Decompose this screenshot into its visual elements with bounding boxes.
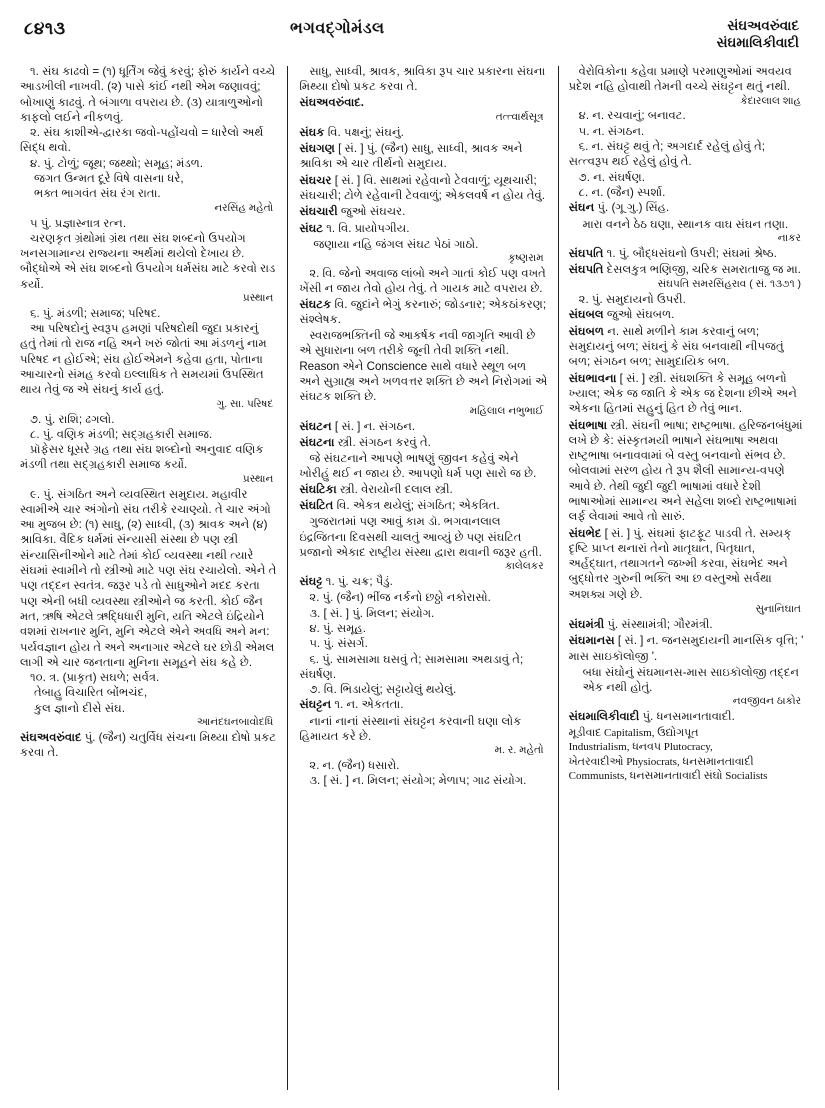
dictionary-entry	[299, 221, 547, 236]
sense-paragraph: ૨. ન. (જૈન) ધસારો.	[309, 759, 400, 773]
entry-headword: સંઘટન	[299, 419, 332, 433]
header-guide-words	[609, 18, 799, 52]
citation-attribution: પ્રસ્થાન	[242, 472, 274, 485]
sense-paragraph: ૧૦. ત્ર. (પ્રાકૃત) સઘળે; સર્વત્ર.	[30, 671, 160, 685]
column-three	[559, 64, 805, 1094]
sense-paragraph: ૭. પું. રાશિ; ઢગલો.	[30, 412, 115, 426]
sense-paragraph: ૩. [ સં. ] પું. મિલન; સંયોગ.	[309, 606, 435, 620]
entry-definition: ૧. પું. ચક્ર; પૈડું.	[322, 575, 393, 589]
entry-headword: સંઘમાનસ	[568, 634, 615, 648]
sense-paragraph: ૮. ન. (જૈન) સ્પર્શા.	[578, 185, 666, 199]
page-header	[20, 18, 805, 64]
entry-headword: સંઘઅવરુંવાદ.	[299, 95, 364, 109]
entry-definition: [ સં. ] પું. સંઘમાં ફાટફૂટ પાડવી તે. સમ્યક્ દૃષ્ટિ પ્રાપ્ત થનારાં તેનો માતૃઘાત, પિતૃઘાત, અર્હદ્ઘાત, તથાગતને જખ્મી કરવા, સંઘભેદ અને બુદ્ધોત્તર ગુરુની ભક્તિ આ છ વસ્તુઓ સર્વથા અશક્ય ગણે છે.	[568, 526, 792, 601]
dictionary-entry	[299, 498, 547, 513]
guide-word-last: સંઘમાલિકીવાદી	[716, 34, 799, 50]
sense-paragraph: ૨. વિ. જેનો અવાજ લાંબો અને ગાતાં કોઈ પણ વખતે ખેંસી ન જાય તેવો હોય તેવું. તે ગાયક માટે વપરાય છે.	[299, 266, 546, 296]
citation-attribution: સંઘપતિ સમરસિંહરાવ ( સં. ૧૩૭૧ )	[657, 278, 801, 291]
citation-attribution: કેદારલાલ શાહ	[740, 94, 801, 107]
entry-definition: [ સં. ] ન. સંગઠન.	[331, 419, 416, 433]
entry-definition: ન. સાથે મળીને કામ કરવાનું બળ; સમુદાયનું બળ; સંઘનું કે સંઘ બનવાથી નીપજતું બળ; સંગઠન બળ; સામુદાયિક બળ.	[568, 324, 784, 369]
column-one	[20, 64, 287, 1094]
dictionary-entry	[299, 173, 547, 204]
entry-headword: સંઘચારી	[299, 205, 338, 219]
running-title: ભગવદ્ગોમંડલ	[290, 20, 385, 37]
entry-headword: સંઘટિકા	[299, 482, 337, 496]
columns-container	[20, 64, 805, 1094]
example-sentence: બધા સંઘોનું સંઘમાનસ-માસ સાઇકૉલોજી તદ્દન એક નથી હોતું.	[582, 665, 799, 695]
entry-definition: [ સં. ] વિ. સાથમાં રહેવાનો ટેવવાળું; યૂથચારી; સંઘચારી; ટોળે રહેવાની ટેવવાળું; એકલવર્ષ ન હોય તેવું.	[299, 173, 546, 202]
citation-attribution: નવજીવન ઠાકોર	[732, 695, 801, 708]
citation-attribution: નરસિંહ મહેતો	[214, 201, 274, 214]
entry-definition: [ સં. ] સ્ત્રી. સંઘશક્તિ કે સમૂહ બળનો ખ્યાલ; એક જ જાતિ કે એક જ દેશના છીએ અને એકના હિતમાં સહુનું હિત છે તેવું ભાન.	[568, 371, 797, 416]
entry-headword: સંઘટ્ટ	[299, 575, 323, 589]
entry-headword: સંઘક	[299, 125, 325, 139]
entry-definition: પું. (જૈન) ચતુર્વિધ સંચના મિથ્યા દોષો પ્રકટ કરવા તે.	[20, 730, 277, 760]
citation-attribution: આનંદઘનબાવોદધિ	[196, 716, 274, 729]
sense-paragraph: ૪. પું. ટોળું; જૂથ; જથ્થો; સમૂહ; મંડળ.	[30, 156, 204, 170]
sense-paragraph: ૪. ન. રચવાનું; બનાવટ.	[578, 109, 686, 123]
entry-headword: સંઘટક	[299, 297, 332, 311]
sense-paragraph: ૬. પું. સામસામા ઘસવું તે; સામસામા અથડાવું તે; સંઘર્ષણ.	[299, 652, 524, 681]
citation-attribution: મ. ર. મહેતો	[494, 744, 544, 757]
dictionary-entry	[569, 324, 805, 370]
sense-paragraph: આ પરિષદોનું સ્વરૂપ હમણાં પરિષદોથી જુદા પ્રકારનું હતું તેમાં તો રાજ નહિ અને ખરું જોતાં આ મંડળનું નામ પરિષદ ન હોઈએ; સંઘ હોઈએમને કહેવા હતા, પોતાના આચારનો સંમહ કરવો ઇલ્લાધિક તે સમયમાં ઉપસ્થિત થાય તેવું જ એ સંઘનું કાર્ય હતું.	[20, 322, 267, 397]
sense-paragraph: પ્રૉફેસર ધૂસરે ગ્રહ તથા સંઘ શબ્દોનો અનુવાદ વણિક મંડળી તથા સદ્ગ્રહકારી સમાજ કર્યો.	[20, 443, 264, 472]
sense-paragraph: નાનાં નાનાં સંસ્થાનાં સંઘટ્ટન કરવાની ઘણા લોક હિમાયત કરે છે.	[299, 714, 522, 744]
citation-attribution: કાલેલકર	[504, 560, 544, 573]
sense-paragraph: ૬. ન. સંઘટ્ટ થવું તે; અગદાર્દ રહેલું હોવું તે; સત્ત્વરૂપ થઈ રહેલું હોવું તે.	[568, 140, 766, 169]
entry-definition: ૧. વિ. પ્રાયોપગીય.	[323, 221, 410, 235]
latin-script-block	[569, 726, 805, 784]
dictionary-entry	[569, 262, 805, 277]
dictionary-entry	[569, 526, 805, 602]
dictionary-entry	[569, 418, 805, 525]
citation-attribution: કૃષ્ણરામ	[508, 252, 544, 265]
dictionary-entry	[299, 125, 547, 140]
dictionary-entry	[299, 419, 547, 434]
sense-paragraph: સાધુ, સાધ્વી, શ્રાવક, શ્રાવિકા રૂપ ચાર પ્રકારના સંઘના મિથ્યા દોષો પ્રકટ કરવા તે.	[299, 65, 546, 94]
example-sentence: મારા વનને ઠેઠ ઘણા, સ્થાનક વાઘ સંઘન તણા.	[582, 217, 789, 231]
dictionary-entry	[569, 709, 805, 724]
dictionary-entry	[20, 730, 277, 761]
sense-paragraph: જે સંઘટનાને આપણે ભાષણું જીવન કહેવું એને ખોરીહું થઈ ન જાય છે. આપણો ધર્મ પણ સારો જ છે.	[299, 452, 537, 481]
dictionary-entry	[299, 697, 547, 712]
entry-headword: સંઘટિત	[299, 499, 334, 512]
latin-line: Industrialism, ધનવપ Plutocracy,	[568, 741, 713, 754]
entry-headword: સંઘન	[568, 201, 595, 215]
guide-word-first: સંઘઅવરુંવાદ	[727, 18, 799, 33]
entry-headword: સંઘટ્ટન	[299, 698, 332, 712]
entry-definition: સ્ત્રી. સંગઠન કરવું તે.	[334, 435, 431, 449]
entry-headword: સંઘબલ	[568, 308, 604, 322]
citation-attribution: સુનાનિઘાત	[755, 603, 801, 616]
entry-definition: સ્ત્રી. સંઘની ભાષા; રાષ્ટ્રભાષા. હરિજનબંધુમાં લખે છે કે: સંસ્કૃતમયી ભાષાને સંઘભાષા અથવા રાષ્ટ્રભાષા બનાવવામાં બે વસ્તુ બનવાનો સંભવ છે. બોલવામાં સરળ હોય તે રૂપ શૈલી સામાન્ય-વપણે આવે છે. તેથી જુદી જુદી ભાષામાં વધારે દેશી ભાષાઓમાં સામાન્ય અને સહેલા શબ્દો રાષ્ટ્રભાષામાં લર્ફ લેવામાં આવે તો સારું.	[568, 418, 803, 524]
sense-paragraph: ૨. પું. (જૈન) ભીંજ નર્કનો છઠ્ઠો નકોરાસો.	[309, 591, 491, 605]
dictionary-entry	[299, 204, 547, 219]
dictionary-entry	[569, 307, 805, 322]
entry-headword: સંઘટના	[299, 435, 335, 449]
example-sentence: જણાયા નહિ જંગલ સંઘટ પેઠાં ગાઠો.	[313, 237, 479, 251]
citation-attribution: પ્રસ્થાન	[242, 292, 274, 305]
sense-paragraph: ૫. પું. સંસર્ગ.	[309, 637, 368, 651]
quotation-line: જગત ઉન્મત દૂરે વિષે વાસના ધરે,	[34, 172, 184, 186]
sense-paragraph: ૨. પું. સમુદાયનો ઉપરી.	[578, 293, 686, 307]
sense-paragraph: ૫ પું. પ્રજ્ઞાસ્નાત્ર રત્ન.	[30, 216, 127, 230]
entry-definition: પું. (ગૂ ગુ.) સિંહ.	[594, 201, 670, 215]
entry-headword: સંઘગણ	[299, 142, 335, 156]
dictionary-entry	[299, 297, 547, 328]
dictionary-entry	[299, 482, 547, 497]
entry-headword: સંઘબળ	[568, 324, 604, 338]
dictionary-entry	[569, 246, 805, 261]
sense-paragraph: ૬. પું. મંડળી; સમાજ; પરિષદ.	[30, 306, 161, 320]
dictionary-entry	[299, 435, 547, 450]
entry-headword: સંઘભાષા	[568, 418, 608, 432]
dictionary-entry	[569, 633, 805, 664]
quotation-line: તેબાહુ વિચારિત બોંભચંદ,	[34, 686, 148, 700]
entry-definition: ૧. પું. બૌદ્ધસંઘનો ઉપરી; સંઘમાં શ્રેષ્ઠ.	[603, 246, 777, 260]
quotation-line: ભક્ત ભાગવંત સંઘ રંગ રાતા.	[34, 187, 161, 201]
entry-definition: વિ. એકત્ર થયેલું; સંગઠિત; એકત્રિત.	[333, 499, 500, 512]
sense-paragraph: ૩. [ સં. ] ન. મિલન; સંયોગ; મેળાપ; ગાઢ સંયોગ.	[309, 774, 527, 788]
quotation-line: કુલ જ્ઞાનો દીસે સંઘ.	[34, 701, 125, 715]
entry-headword: સંઘપતિ	[568, 262, 604, 276]
entry-headword: સંઘભેદ	[568, 526, 602, 540]
entry-definition: ૧. ન. એકતતા.	[331, 698, 404, 712]
sense-paragraph: ગુજરાતમાં પણ આવું કામ ડૉ. ભગવાનલાલ ઇંદ્રજિતના દિવસથી ચાલતું આવ્યું છે પણ સંઘટિત પ્રજાનો એકાદ રાષ્ટ્રીય સંસ્થા દ્વારા થવાની જરૂર હતી.	[299, 515, 542, 559]
entry-definition: [ સં. ] ન. જનસમુદાયની માનસિક વૃત્તિ; ' માસ સાઇકૉલોજી '.	[568, 634, 804, 663]
entry-headword: સંઘઅવરુંવાદ	[20, 730, 82, 744]
sense-paragraph: ૮. પું. વણિક મંડળી; સદ્ગ્રહકારી સમાજ.	[30, 427, 213, 441]
entry-headword: સંઘચર	[299, 173, 332, 187]
sense-paragraph: ૫. ન. સંગઠન.	[578, 124, 645, 138]
entry-definition: પું. ધનસમાનતાવાદી.	[639, 710, 735, 724]
citation-attribution: તત્ત્વાર્થસૂત્ર	[495, 110, 544, 123]
entry-definition: વિ. જુદાંને ભેગું કરનારું; જોડનાર; એકઠાંકરણ; સંશ્લેષક.	[299, 297, 547, 326]
latin-line: ખેતરવાદીઓ Physiocrats, ધનસમાનતાવાદી	[568, 755, 754, 768]
citation-attribution: નાકર	[777, 231, 801, 244]
page-folio: ૮૪૧૩	[24, 19, 66, 38]
entry-headword: સંઘભાવના	[568, 371, 617, 385]
entry-definition: જુઓ સંઘચર.	[337, 205, 406, 219]
sense-paragraph: ૭. વિ. ભિડાયેલું; સટ્ટાયેલું થયેલું.	[309, 683, 457, 697]
entry-definition: સ્ત્રી. વેરાયોની દલાલ સ્ત્રી.	[336, 482, 453, 496]
dictionary-entry	[299, 574, 547, 589]
entry-headword: સંઘમંત્રી	[568, 617, 605, 631]
dictionary-entry	[569, 371, 805, 417]
sense-paragraph: સ્વરાજભક્તિની જે આકર્ષક નવી જાગૃતિ આવી છે એ સુધારાના બળ તરીકે જૂની તેવી શક્તિ નથી. Reason એને Conscience સાથે વધારે સ્થૂળ બળ અને સુગ્રાહ્ય અને ખળવત્તર શક્તિ છે અને નિરોગમાં એ સંઘટક શક્તિ છે.	[299, 329, 548, 404]
sense-paragraph: ચરણકૃત ગ્રંથોમાં ગ્રંથ તથા સંઘ શબ્દનો ઉપયોગ ખનસગામાન્ય રાજ્યના અર્થમાં થયેલો દેખાય છે. બૌદ્ધોએ એ સંઘ શબ્દનો ઉપયોગ ધર્મસંઘ માટે કરવો રાડ કર્યો.	[20, 231, 276, 291]
sense-paragraph: વેરોવિકોના કહેવા પ્રમાણે પરમાણુઓમાં અવયવ પ્રદેશ નહિ હોવાથી તેમની વચ્ચે સંઘટ્ટન થતું નથી.	[568, 65, 792, 94]
dictionary-entry	[569, 200, 805, 215]
entry-definition: [ સં. ] પું. (જૈન) સાધુ, સાધ્વી, શ્રાવક અને શ્રાવિકા એ ચાર તીર્થનો સમુદાય.	[299, 142, 523, 171]
citation-attribution: મહિલાલ નભુભાઈ	[469, 404, 544, 417]
latin-line: મૂડીવાદ Capitalism, ઉદ્યોગપૂત	[568, 726, 699, 739]
entry-headword: સંઘપતિ	[568, 246, 604, 260]
entry-headword: સંઘમાલિકીવાદી	[568, 710, 640, 724]
citation-attribution: ગુ. સા. પરિષદ	[216, 397, 274, 410]
sense-paragraph: ૯. પું. સંગઠિત અને વ્યવસ્થિત સમુદાય. મહાવીર સ્વામીએ ચાર અંગોનો સંઘ તરીકે રચાણ્યો. તે ચાર અંગો આ મુજબ છે: (૧) સાધુ, (૨) સાધ્વી, (૩) શ્રાવક અને (૪) શ્રાવિકા. વૈદિક ધર્મમાં સંન્યાસી સંસ્થા છે પણ સ્ત્રી સંન્યાસિનીઓને માટે તેમાં કોઈ વ્યવસ્થા નથી ત્યારે સંઘમાં સ્વામીને તો સ્ત્રીઓ માટે પણ સંઘ રચાયેલો. એને તે પણ તદ્દન સ્વતંત્ર. જરૂર પડે તો સાધુઓને મદદ કરતા પણ એની બધી વ્યવસ્થા સ્ત્રીઓને જ કરતી. કોઈ જૈન મત, ઋષિ એટલે ઋદ્ધિધારી મુનિ, યતિ એટલે ઇંદ્રિયોને વશમાં રાખનાર મુનિ, મુનિ એટલે એને અવધિ અને મન: પર્યવજ્ઞાન હોય તે અને અનાગાર એટલે ઘર છોડી એમલ લાગી એ ચાર જનતાના મુનિના સમૂહને સંઘ કહે છે.	[20, 487, 277, 669]
entry-definition: દેસલકુત્ર ભણિજી, ચરિક સમરાતાજુ જ મા.	[603, 262, 801, 276]
dictionary-entry	[299, 95, 547, 110]
sense-paragraph: ૧. સંઘ કાઢવો = (૧) ધૂર્તિંગ જેવું કરવું; ફોરું કાર્યને વચ્ચે આડખીલી નાખવી. (૨) પાસે કાંઈ નથી એમ જણાવવું; બોખાણું કાઢવું. તે બંગાળા વપરાય છે. (૩) યાત્રાળુઓનો કાફલો લઈને નીકળવું.	[20, 65, 276, 124]
entry-definition: પું. સંસ્થામંત્રી; ગૌરમંત્રી.	[604, 617, 713, 631]
column-two	[288, 64, 557, 1094]
entry-definition: વિ. પક્ષનું; સંઘનું.	[324, 125, 404, 139]
latin-line: Communists, ધનસમાનતાવાદી સંઘો Socialists	[568, 770, 768, 783]
sense-paragraph: ૨. સંઘ કાશીએ-દ્વારકા જવો-પહોંચવો = ધારેલો અર્થ સિદ્ધ થવો.	[20, 126, 264, 155]
dictionary-entry	[299, 141, 547, 172]
sense-paragraph: ૭. ન. સંઘર્ષણ.	[578, 170, 645, 184]
dictionary-entry	[569, 617, 805, 632]
sense-paragraph: ૪. પું. સમૂહ.	[309, 621, 366, 635]
entry-definition: જુઓ સંઘબળ.	[603, 308, 675, 322]
entry-headword: સંઘટ	[299, 221, 324, 235]
